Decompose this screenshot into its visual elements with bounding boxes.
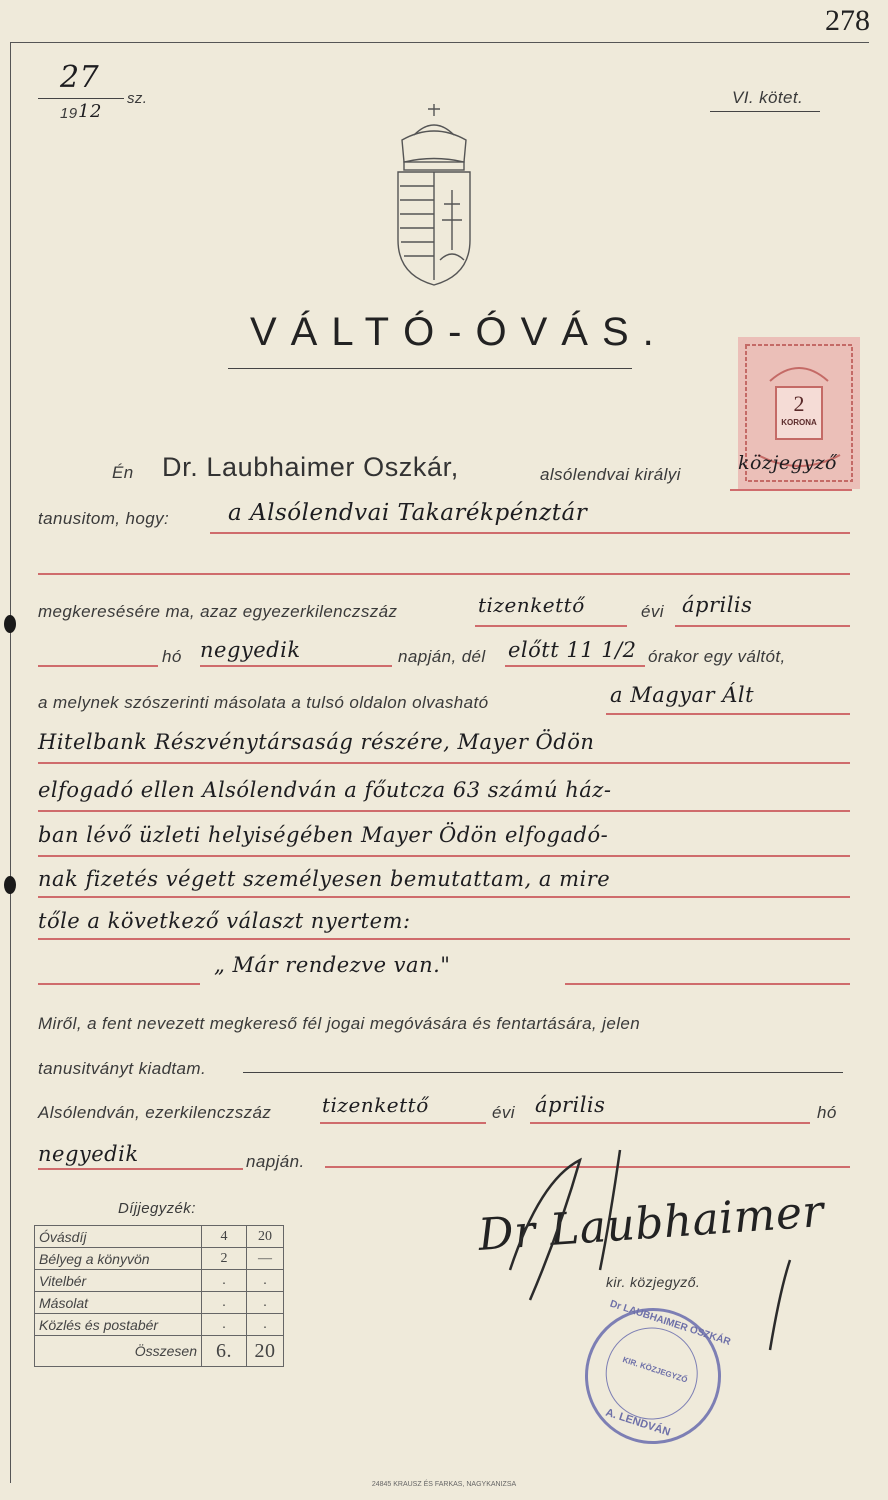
total-filler: 20	[247, 1336, 284, 1367]
volume-label: VI. kötet.	[732, 88, 804, 107]
seal-top-text: Dr LAUBHAIMER OSZKÁR	[608, 1298, 732, 1348]
mirol-text: Miről, a fent nevezett megkereső fél jogai megóvására és fentartására, jelen	[38, 1014, 641, 1033]
tanusitom-label: tanusitom, hogy:	[38, 509, 170, 528]
place-evi-label: évi	[492, 1103, 515, 1122]
rule-line	[38, 762, 850, 764]
table-row	[35, 1292, 284, 1314]
handwritten-line-3: ban lévő üzleti helyiségében Mayer Ödön elfogadó-	[38, 823, 609, 847]
sz-label: sz.	[127, 90, 148, 107]
rule-line	[505, 665, 645, 667]
fee-table	[34, 1225, 284, 1367]
rule-line	[675, 625, 850, 627]
handwritten-answer: „ Már rendezve van."	[214, 953, 451, 977]
day-handwritten: negyedik	[200, 638, 301, 662]
rule-line	[38, 665, 158, 667]
rule-line	[210, 532, 850, 534]
melynek-label: a melynek szószerinti másolata a tulsó oldalon olvasható	[38, 693, 489, 712]
fee-korona: 2	[202, 1248, 247, 1270]
total-row	[35, 1336, 284, 1367]
fee-label: Vitelbér	[35, 1270, 202, 1292]
notary-signature: Dr Laubhaimer	[476, 1185, 826, 1262]
evi-label: évi	[641, 602, 664, 621]
document-title: VÁLTÓ-ÓVÁS.	[250, 310, 668, 354]
time-handwritten: előtt 11 1/2	[508, 638, 637, 662]
orakor-label: órakor egy váltót,	[648, 647, 786, 666]
fee-list-title: Díjjegyzék:	[118, 1200, 196, 1217]
place-napjan-label: napján.	[246, 1152, 305, 1171]
place-year-handwritten: tizenkettő	[322, 1093, 429, 1117]
total-label: Összesen	[35, 1336, 202, 1367]
napjan-del-label: napján, dél	[398, 647, 486, 666]
rule-line	[475, 625, 627, 627]
coat-of-arms	[384, 100, 484, 290]
signer-title: kir. közjegyző.	[606, 1274, 701, 1290]
place-day-handwritten: negyedik	[38, 1142, 139, 1166]
rule-line	[530, 1122, 810, 1124]
rule-line	[320, 1122, 486, 1124]
rule-line	[606, 713, 850, 715]
requester-handwritten: a Alsólendvai Takarékpénztár	[228, 500, 588, 526]
place-month-handwritten: április	[535, 1093, 606, 1117]
fee-filler: 20	[247, 1226, 284, 1248]
handwritten-line-2: elfogadó ellen Alsólendván a főutcza 63 számú ház-	[38, 778, 612, 802]
fee-filler: .	[247, 1292, 284, 1314]
year-print: 19	[60, 105, 78, 122]
notary-title: alsólendvai királyi	[540, 465, 681, 484]
table-row	[35, 1248, 284, 1270]
place-ho-label: hó	[817, 1103, 837, 1122]
megkeresesere-label: megkeresésére ma, azaz egyezerkilenczszáz	[38, 602, 398, 621]
fee-label: Óvásdíj	[35, 1226, 202, 1248]
table-row	[35, 1270, 284, 1292]
register-number: 27	[60, 60, 100, 95]
stamp-unit: KORONA	[781, 418, 817, 427]
rule-line	[38, 938, 850, 940]
title-underline	[228, 368, 632, 369]
stamp-value: 2	[793, 391, 805, 416]
fee-label: Másolat	[35, 1292, 202, 1314]
fee-korona: .	[202, 1270, 247, 1292]
ho-label: hó	[162, 647, 182, 666]
table-row	[35, 1314, 284, 1336]
rule-line	[38, 896, 850, 898]
rule-line	[38, 573, 850, 575]
fee-filler: .	[247, 1270, 284, 1292]
punch-hole-top	[4, 615, 16, 633]
rule-line	[38, 810, 850, 812]
handwritten-line-4: nak fizetés végett személyesen bemutattam, a mire	[38, 867, 611, 891]
kiadtam-line	[243, 1072, 843, 1073]
rule-line	[38, 983, 200, 985]
fee-label: Közlés és postabér	[35, 1314, 202, 1336]
seal-side-text: KIR. KÖZJEGYZŐ	[621, 1355, 689, 1385]
rule-line	[565, 983, 850, 985]
volume-line	[710, 111, 820, 112]
table-row	[35, 1226, 284, 1248]
notary-title-handwritten: közjegyző	[738, 452, 837, 474]
fee-filler: .	[247, 1314, 284, 1336]
printer-imprint: 24845 KRAUSZ ÉS FARKAS, NAGYKANIZSA	[371, 1481, 517, 1488]
total-korona: 6.	[202, 1336, 247, 1367]
fee-korona: .	[202, 1314, 247, 1336]
month-handwritten: április	[682, 593, 753, 617]
notary-name: Dr. Laubhaimer Oszkár,	[162, 452, 459, 482]
bank-name-handwritten: a Magyar Ált	[610, 683, 755, 707]
fee-label: Bélyeg a könyvön	[35, 1248, 202, 1270]
page-number: 278	[825, 4, 870, 37]
punch-hole-bottom	[4, 876, 16, 894]
handwritten-line-1: Hitelbank Részvénytársaság részére, Mayer Ödön	[38, 730, 595, 754]
year-words-handwritten: tizenkettő	[478, 593, 585, 617]
seal-bottom-text: A. LENDVÁN	[604, 1406, 672, 1439]
rule-line	[730, 489, 852, 491]
fee-korona: 4	[202, 1226, 247, 1248]
year-handwritten: 12	[78, 101, 102, 122]
rule-line	[38, 855, 850, 857]
rule-line	[38, 1168, 243, 1170]
register-number-line	[38, 98, 124, 99]
en-label: Én	[112, 463, 134, 482]
kiadtam-text: tanusitványt kiadtam.	[38, 1059, 207, 1078]
fee-filler: —	[247, 1248, 284, 1270]
place-label: Alsólendván, ezerkilenczszáz	[38, 1103, 272, 1122]
rule-line	[200, 665, 392, 667]
handwritten-line-5: tőle a következő választ nyertem:	[38, 909, 411, 933]
fee-korona: .	[202, 1292, 247, 1314]
